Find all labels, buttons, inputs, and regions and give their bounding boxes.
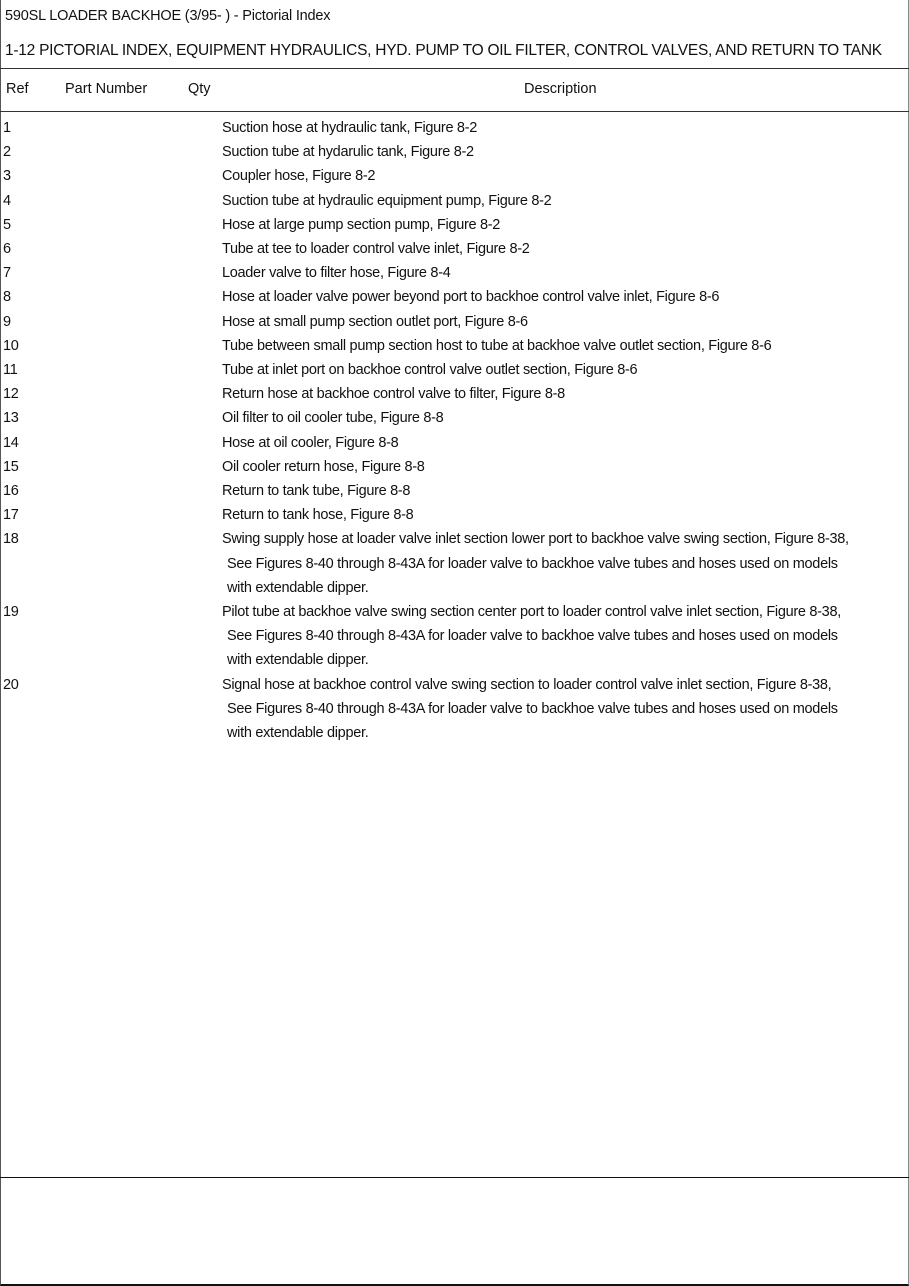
row-description: [222, 479, 909, 503]
table-row: [0, 358, 909, 382]
row-description-continuation: See Figures 8-40 through 8-43A for loader valve to backhoe valve tubes and hoses used on models: [227, 628, 838, 645]
row-ref: 14: [3, 434, 19, 451]
table-row: [0, 189, 909, 213]
row-description-continuation: with extendable dipper.: [227, 652, 369, 669]
row-description: [222, 600, 909, 673]
row-description-text: Hose at large pump section pump, Figure 8-2: [222, 216, 501, 233]
row-description-text: Return to tank tube, Figure 8-8: [222, 483, 411, 500]
row-description: [222, 189, 909, 213]
row-description-text: Suction hose at hydraulic tank, Figure 8-2: [222, 120, 477, 136]
row-description-text: Coupler hose, Figure 8-2: [222, 168, 376, 185]
table-row: [0, 455, 909, 479]
row-ref: 18: [3, 531, 19, 548]
row-description-text: Pilot tube at backhoe valve swing section center port to loader control valve inlet section, Figure 8-38,: [222, 604, 841, 621]
row-description-text: Suction tube at hydraulic equipment pump, Figure 8-2: [222, 192, 552, 209]
row-description: [222, 431, 909, 455]
table-row: [0, 285, 909, 309]
table-row: [0, 431, 909, 455]
row-description-continuation: with extendable dipper.: [227, 725, 369, 742]
divider-top: [0, 68, 909, 69]
row-ref: 10: [3, 337, 19, 354]
row-description: [222, 164, 909, 188]
row-description-continuation: See Figures 8-40 through 8-43A for loader valve to backhoe valve tubes and hoses used on models: [227, 700, 838, 717]
row-description: [222, 285, 909, 309]
table-row: [0, 140, 909, 164]
table-row: [0, 479, 909, 503]
row-description: [222, 455, 909, 479]
row-description: [222, 406, 909, 430]
row-description: [222, 358, 909, 382]
row-description: [222, 382, 909, 406]
row-ref: 5: [3, 216, 11, 233]
row-description-text: Tube at tee to loader control valve inlet, Figure 8-2: [222, 241, 530, 258]
row-ref: 1: [3, 120, 11, 136]
row-description: [222, 310, 909, 334]
table-row: [0, 310, 909, 334]
row-description-text: Tube at inlet port on backhoe control valve outlet section, Figure 8-6: [222, 362, 638, 379]
row-description-text: Return hose at backhoe control valve to filter, Figure 8-8: [222, 386, 565, 403]
document-title: 590SL LOADER BACKHOE (3/95- ) - Pictorial Index: [5, 8, 331, 24]
row-ref: 19: [3, 604, 19, 621]
row-ref: 2: [3, 144, 11, 161]
table-row: [0, 116, 909, 140]
row-ref: 3: [3, 168, 11, 185]
table-row: [0, 406, 909, 430]
table-row: [0, 334, 909, 358]
table-row: [0, 527, 909, 600]
row-description-text: Tube between small pump section host to tube at backhoe valve outlet section, Figure 8-6: [222, 337, 772, 354]
table-row: [0, 261, 909, 285]
row-description-text: Suction tube at hydarulic tank, Figure 8-2: [222, 144, 474, 161]
row-ref: 4: [3, 192, 11, 209]
row-description: [222, 237, 909, 261]
table-row: [0, 673, 909, 746]
parts-table-body: [0, 116, 909, 745]
row-ref: 15: [3, 458, 19, 475]
row-description-text: Loader valve to filter hose, Figure 8-4: [222, 265, 451, 282]
row-ref: 9: [3, 313, 11, 330]
header-description: Description: [524, 81, 597, 97]
footer-area: [0, 1178, 909, 1284]
table-row: [0, 382, 909, 406]
header-part-number: Part Number: [65, 81, 148, 97]
row-description-text: Oil cooler return hose, Figure 8-8: [222, 458, 425, 475]
row-description-text: Hose at oil cooler, Figure 8-8: [222, 434, 399, 451]
row-description: [222, 261, 909, 285]
header-ref: Ref: [6, 81, 29, 97]
row-ref: 16: [3, 483, 19, 500]
row-description: [222, 334, 909, 358]
row-ref: 6: [3, 241, 11, 258]
row-ref: 7: [3, 265, 11, 282]
section-title: 1-12 PICTORIAL INDEX, EQUIPMENT HYDRAULICS, HYD. PUMP TO OIL FILTER, CONTROL VALVES, AND RETURN TO TANK: [5, 42, 882, 59]
row-description: [222, 116, 909, 140]
row-ref: 17: [3, 507, 19, 524]
row-ref: 11: [3, 362, 18, 379]
header-qty: Qty: [188, 81, 211, 97]
row-description: [222, 527, 909, 600]
row-ref: 20: [3, 676, 19, 693]
row-ref: 12: [3, 386, 19, 403]
row-description-text: Swing supply hose at loader valve inlet section lower port to backhoe valve swing section, Figure 8-38,: [222, 531, 849, 548]
table-row: [0, 237, 909, 261]
row-description-continuation: See Figures 8-40 through 8-43A for loader valve to backhoe valve tubes and hoses used on models: [227, 555, 838, 572]
row-ref: 8: [3, 289, 11, 306]
row-description: [222, 140, 909, 164]
row-description-text: Oil filter to oil cooler tube, Figure 8-8: [222, 410, 444, 427]
row-description-text: Hose at small pump section outlet port, Figure 8-6: [222, 313, 528, 330]
row-ref: 13: [3, 410, 19, 427]
row-description: [222, 673, 909, 746]
table-row: [0, 213, 909, 237]
table-row: [0, 503, 909, 527]
row-description-text: Hose at loader valve power beyond port to backhoe control valve inlet, Figure 8-6: [222, 289, 720, 306]
row-description-continuation: with extendable dipper.: [227, 579, 369, 596]
row-description: [222, 213, 909, 237]
row-description-text: Return to tank hose, Figure 8-8: [222, 507, 414, 524]
row-description-text: Signal hose at backhoe control valve swing section to loader control valve inlet section, Figure 8-38,: [222, 676, 832, 693]
divider-header: [0, 111, 909, 112]
row-description: [222, 503, 909, 527]
table-row: [0, 600, 909, 673]
table-header: [0, 81, 909, 101]
table-row: [0, 164, 909, 188]
